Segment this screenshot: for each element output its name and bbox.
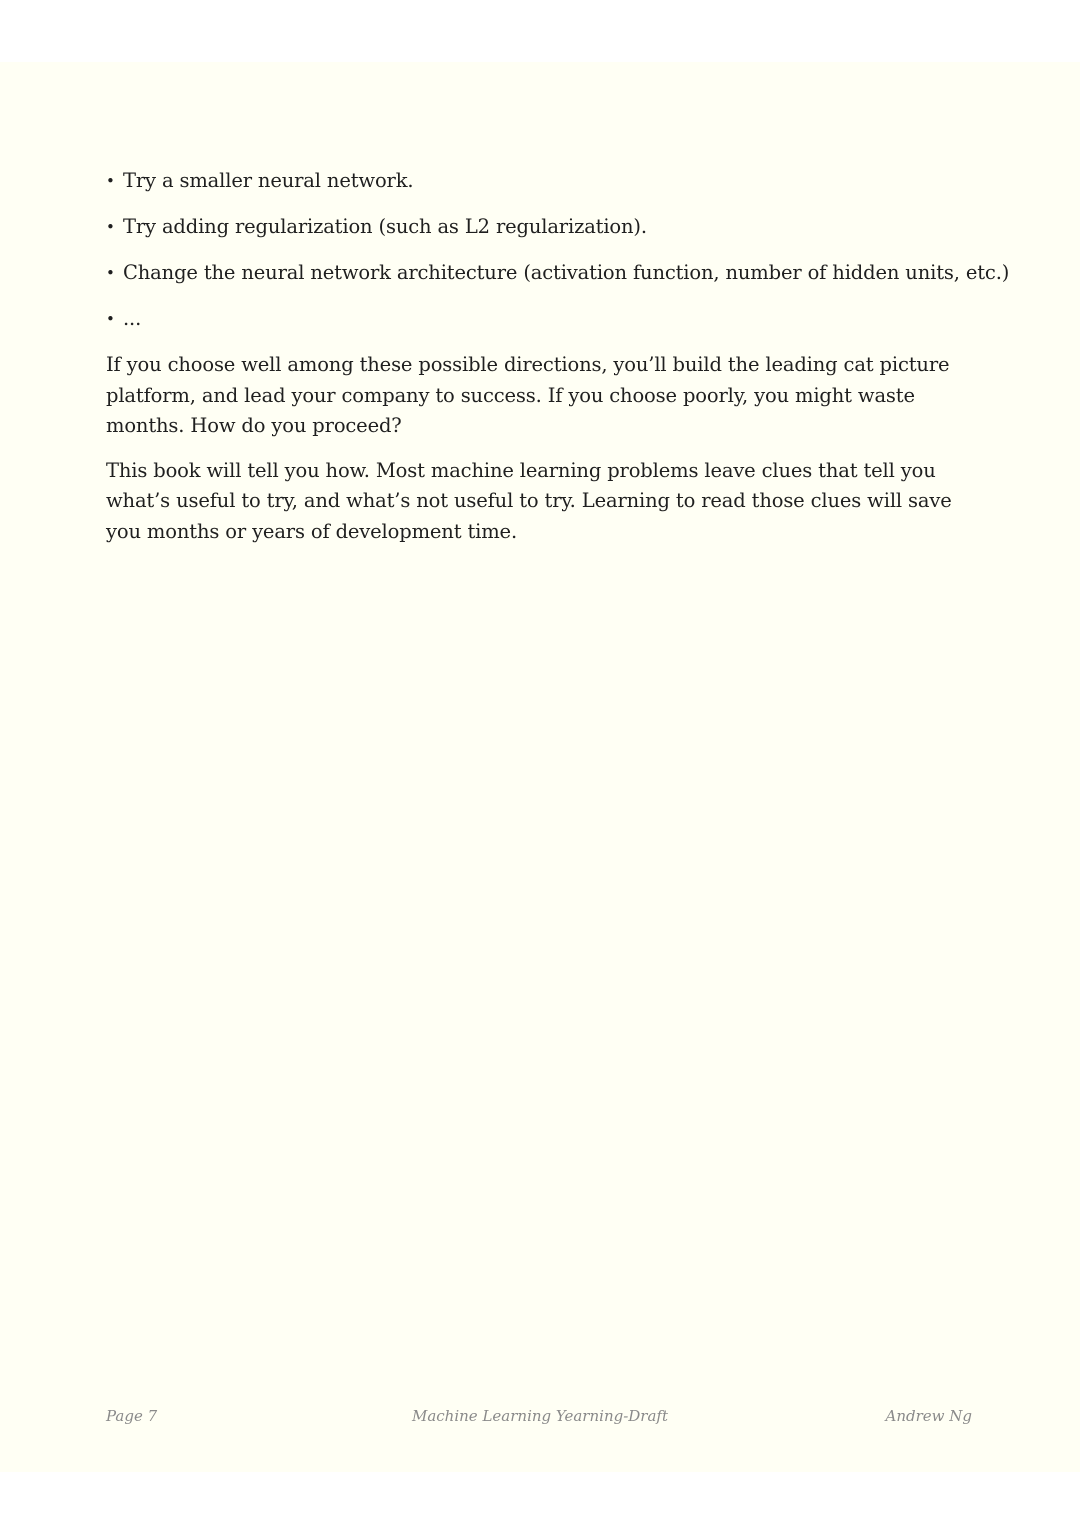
bullet-marker: • xyxy=(106,264,115,282)
page-content xyxy=(106,166,1010,561)
list-item xyxy=(106,258,1010,288)
bullet-marker: • xyxy=(106,310,115,328)
list-item-text: ... xyxy=(123,307,142,330)
list-item-text: Try adding regularization (such as L2 regularization). xyxy=(123,215,647,238)
bullet-marker: • xyxy=(106,218,115,236)
footer-title: Machine Learning Yearning-Draft xyxy=(411,1407,668,1425)
paragraph-book-purpose: This book will tell you how. Most machine learning problems leave clues that tell you what’s useful to try, and what’s not useful to try. Learning to read those clues will save you months or years of development time. xyxy=(106,458,952,543)
document-page xyxy=(0,62,1080,1472)
list-item xyxy=(106,212,986,242)
bullet-marker: • xyxy=(106,172,115,190)
list-item-text: Change the neural network architecture (activation function, number of hidden units, etc.) xyxy=(123,261,1010,284)
footer-page-number: Page 7 xyxy=(106,1407,158,1425)
list-item xyxy=(106,166,986,196)
list-item-text: Try a smaller neural network. xyxy=(123,169,414,192)
list-item xyxy=(106,304,986,334)
paragraph-directions: If you choose well among these possible directions, you’ll build the leading cat picture platform, and lead your company to success. If you choose poorly, you might waste months. How do you proceed? xyxy=(106,353,950,437)
bullet-list xyxy=(106,166,1010,334)
footer-author: Andrew Ng xyxy=(885,1407,972,1425)
